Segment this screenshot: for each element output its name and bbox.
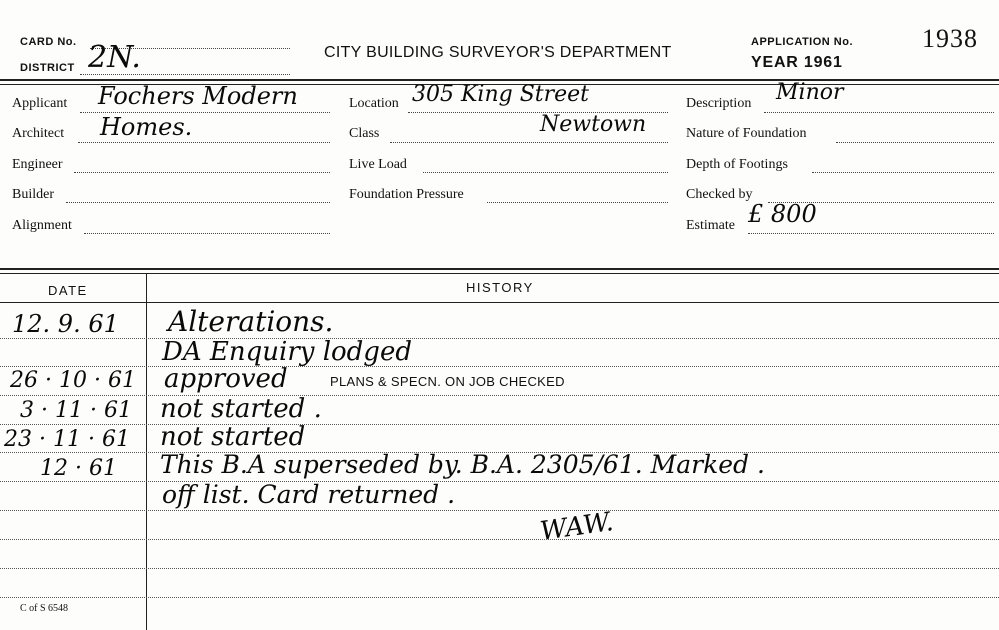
header-rule-top xyxy=(0,79,999,81)
description-label: Description xyxy=(686,96,752,111)
architect-line xyxy=(78,142,330,143)
architect-label: Architect xyxy=(12,126,65,141)
engineer-label: Engineer xyxy=(12,157,63,172)
history-line xyxy=(0,597,999,598)
history-typed-entry: PLANS & SPECN. ON JOB CHECKED xyxy=(330,374,565,389)
nature-of-foundation-line xyxy=(836,142,994,143)
alignment-label: Alignment xyxy=(12,218,72,233)
signature-initials: WAW. xyxy=(538,507,616,547)
district-line xyxy=(80,74,290,75)
builder-line xyxy=(66,202,330,203)
nature-of-foundation-label: Nature of Foundation xyxy=(686,126,807,141)
card-no-label: CARD No. xyxy=(20,36,77,48)
location-value: 305 King Street xyxy=(412,82,590,107)
history-entry: off list. Card returned . xyxy=(162,480,456,509)
architect-value: Homes. xyxy=(100,113,193,141)
engineer-line xyxy=(74,172,330,173)
history-line xyxy=(0,481,999,482)
class-line xyxy=(390,142,668,143)
history-entry: approved xyxy=(164,364,288,394)
year-label: YEAR 1961 xyxy=(751,54,843,71)
live-load-label: Live Load xyxy=(349,157,407,172)
form-code: C of S 6548 xyxy=(20,603,69,614)
foundation-pressure-label: Foundation Pressure xyxy=(349,187,464,202)
depth-of-footings-label: Depth of Footings xyxy=(686,157,788,172)
applicant-value: Fochers Modern xyxy=(98,82,298,110)
history-line xyxy=(0,366,999,367)
description-line xyxy=(764,112,994,113)
estimate-label: Estimate xyxy=(686,218,735,233)
history-line xyxy=(0,395,999,396)
district-value: 2N. xyxy=(88,40,141,75)
depth-of-footings-line xyxy=(812,172,994,173)
date-column-header: DATE xyxy=(48,283,88,298)
application-no-label: APPLICATION No. xyxy=(751,36,854,48)
description-value: Minor xyxy=(776,80,844,105)
history-line xyxy=(0,539,999,540)
history-entry: This B.A superseded by. B.A. 2305/61. Marked . xyxy=(160,450,765,479)
history-line xyxy=(0,338,999,339)
history-date: 3 · 11 · 61 xyxy=(20,398,132,423)
history-date: 23 · 11 · 61 xyxy=(4,427,130,452)
estimate-line xyxy=(748,233,994,234)
history-rule-bottom xyxy=(0,273,999,274)
history-entry: not started xyxy=(160,422,306,452)
history-rule-top xyxy=(0,268,999,270)
class-label: Class xyxy=(349,126,380,141)
history-entry: not started . xyxy=(160,394,322,424)
history-date: 26 · 10 · 61 xyxy=(10,368,136,393)
location-value-2: Newtown xyxy=(540,112,647,137)
estimate-value: £ 800 xyxy=(748,200,817,228)
location-label: Location xyxy=(349,96,399,111)
history-date: 12. 9. 61 xyxy=(12,310,119,338)
applicant-label: Applicant xyxy=(12,96,68,111)
history-column-header: HISTORY xyxy=(466,280,534,295)
application-no-value: 1938 xyxy=(922,24,978,53)
alignment-line xyxy=(84,233,330,234)
foundation-pressure-line xyxy=(487,202,668,203)
history-line xyxy=(0,424,999,425)
column-header-rule xyxy=(0,302,999,303)
district-label: DISTRICT xyxy=(20,62,75,74)
history-date: 12 · 61 xyxy=(40,456,117,481)
builder-label: Builder xyxy=(12,187,54,202)
history-entry: Alterations. xyxy=(168,305,334,338)
live-load-line xyxy=(423,172,668,173)
checked-by-label: Checked by xyxy=(686,187,753,202)
department-title: CITY BUILDING SURVEYOR'S DEPARTMENT xyxy=(324,44,672,61)
history-line xyxy=(0,510,999,511)
history-entry: DA Enquiry lodged xyxy=(162,337,412,367)
history-line xyxy=(0,568,999,569)
